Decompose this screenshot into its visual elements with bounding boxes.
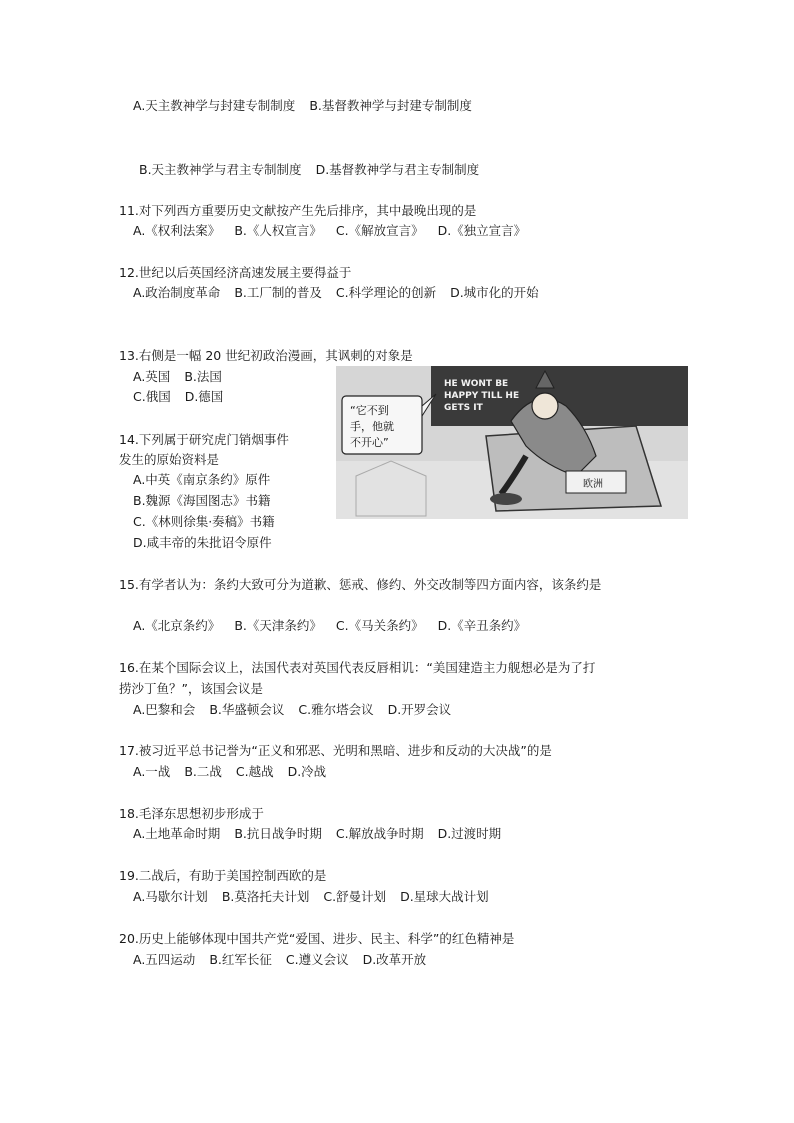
- question-18-options: A.土地革命时期 B.抗日战争时期 C.解放战争时期 D.过渡时期: [133, 826, 502, 841]
- cartoon-caption-line-1: HE WONT BE: [444, 379, 509, 389]
- question-14-option: D.咸丰帝的朱批诏令原件: [133, 535, 272, 550]
- question-14-option: C.《林则徐集·奏稿》书籍: [133, 514, 275, 529]
- question-17-options: A.一战 B.二战 C.越战 D.冷战: [133, 764, 327, 779]
- question-16-options: A.巴黎和会 B.华盛顿会议 C.雅尔塔会议 D.开罗会议: [133, 702, 452, 717]
- question-15: 15.有学者认为：条约大致可分为道歉、惩戒、修约、外交改制等四方面内容，该条约是: [119, 577, 602, 592]
- question-17: 17.被习近平总书记誉为“正义和邪恶、光明和黑暗、进步和反动的大决战”的是: [119, 743, 552, 758]
- question-12: 12.世纪以后英国经济高速发展主要得益于: [119, 265, 352, 280]
- question-14: 14.下列属于研究虎门销烟事件: [119, 432, 289, 447]
- speech-bubble-line-2: 手，他就: [350, 420, 394, 433]
- question-14-cont: 发生的原始资料是: [119, 452, 220, 467]
- question-20: 20.历史上能够体现中国共产党“爱国、进步、民主、科学”的红色精神是: [119, 931, 515, 946]
- question-13-options: C.俄国 D.德国: [133, 389, 224, 404]
- political-cartoon: [336, 366, 688, 519]
- question-14-option: B.魏源《海国图志》书籍: [133, 493, 271, 508]
- tub-label: 欧洲: [583, 479, 603, 490]
- question-20-options: A.五四运动 B.红军长征 C.遵义会议 D.改革开放: [133, 952, 427, 967]
- question-11: 11.对下列西方重要历史文献按产生先后排序，其中最晚出现的是: [119, 203, 477, 218]
- question-19: 19.二战后，有助于美国控制西欧的是: [119, 868, 327, 883]
- question-18: 18.毛泽东思想初步形成于: [119, 806, 264, 821]
- speech-bubble-line-3: 不开心”: [350, 436, 389, 449]
- question-13: 13.右侧是一幅 20 世纪初政治漫画，其讽刺的对象是: [119, 348, 413, 363]
- question-11-options: A.《权利法案》 B.《人权宣言》 C.《解放宣言》 D.《独立宣言》: [133, 223, 527, 238]
- question-13-options: A.英国 B.法国: [133, 369, 222, 384]
- question-19-options: A.马歇尔计划 B.莫洛托夫计划 C.舒曼计划 D.星球大战计划: [133, 889, 489, 904]
- cartoon-caption-line-2: HAPPY TILL HE: [444, 391, 520, 401]
- cartoon-caption-line-3: GETS IT: [444, 403, 483, 413]
- question-12-options: A.政治制度革命 B.工厂制的普及 C.科学理论的创新 D.城市化的开始: [133, 285, 539, 300]
- option-line: B.天主教神学与君主专制制度 D.基督教神学与君主专制制度: [139, 162, 480, 177]
- question-16-cont: 捞沙丁鱼？”，该国会议是: [119, 681, 263, 696]
- cartoon-drawing: [336, 366, 688, 519]
- question-16: 16.在某个国际会议上，法国代表对英国代表反唇相讥：“美国建造主力舰想必是为了打: [119, 660, 596, 675]
- question-15-options: A.《北京条约》 B.《天津条约》 C.《马关条约》 D.《辛丑条约》: [133, 618, 527, 633]
- option-line: A.天主教神学与封建专制制度 B.基督教神学与封建专制制度: [133, 98, 472, 113]
- question-14-option: A.中英《南京条约》原件: [133, 472, 271, 487]
- speech-bubble-line-1: “它不到: [350, 404, 389, 417]
